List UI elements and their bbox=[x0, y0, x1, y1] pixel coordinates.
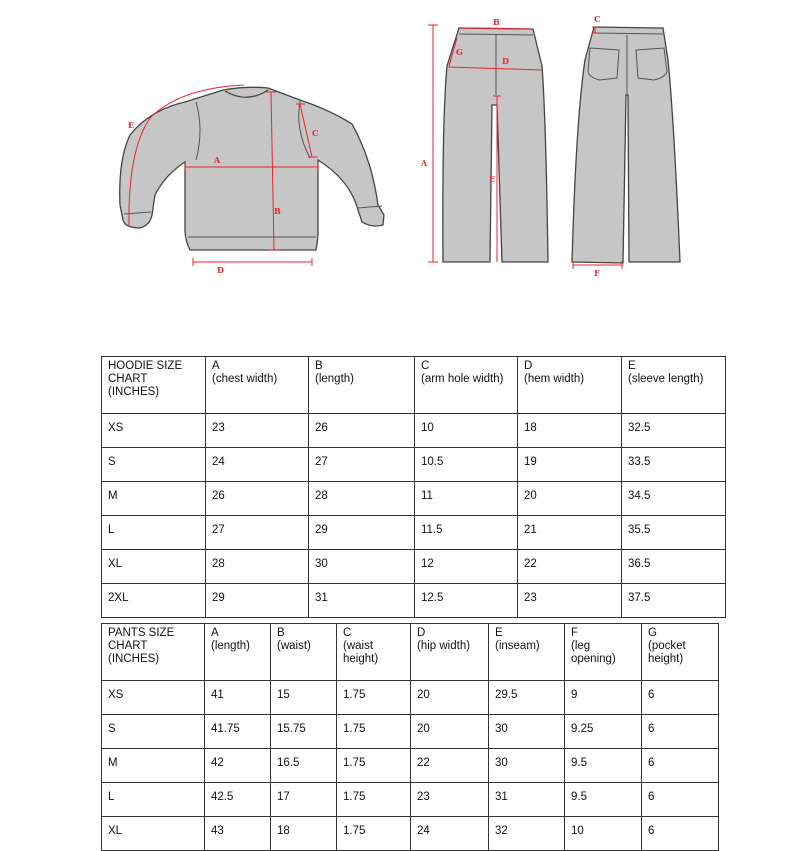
hoodie-header-c: C (arm hole width) bbox=[415, 357, 518, 414]
hoodie-value-cell: 19 bbox=[518, 448, 622, 482]
pants-value-cell: 30 bbox=[489, 749, 565, 783]
pants-value-cell: 17 bbox=[271, 783, 337, 817]
pants-label-b: B bbox=[493, 17, 500, 27]
pants-value-cell: 9.25 bbox=[565, 715, 642, 749]
pants-value-cell: 16.5 bbox=[271, 749, 337, 783]
pants-value-cell: 9 bbox=[565, 681, 642, 715]
pants-size-table bbox=[101, 623, 719, 851]
pants-label-e: E bbox=[489, 174, 496, 184]
pants-size-cell: XL bbox=[102, 817, 205, 851]
hoodie-table-row bbox=[102, 448, 726, 482]
pants-back-diagram bbox=[572, 14, 680, 278]
hoodie-table-row bbox=[102, 550, 726, 584]
pants-value-cell: 31 bbox=[489, 783, 565, 817]
pants-label-c: C bbox=[594, 14, 601, 24]
pants-table-row bbox=[102, 681, 719, 715]
hoodie-table-row bbox=[102, 482, 726, 516]
pants-value-cell: 1.75 bbox=[337, 783, 411, 817]
hoodie-table-header-row bbox=[102, 357, 726, 414]
pants-value-cell: 30 bbox=[489, 715, 565, 749]
hoodie-value-cell: 30 bbox=[309, 550, 415, 584]
hoodie-body bbox=[120, 87, 384, 250]
hoodie-table-row bbox=[102, 584, 726, 618]
pants-value-cell: 6 bbox=[642, 749, 719, 783]
hoodie-value-cell: 12 bbox=[415, 550, 518, 584]
hoodie-value-cell: 12.5 bbox=[415, 584, 518, 618]
hoodie-header-size: HOODIE SIZE CHART (INCHES) bbox=[102, 357, 206, 414]
pants-value-cell: 20 bbox=[411, 681, 489, 715]
pants-value-cell: 42.5 bbox=[205, 783, 271, 817]
pants-back-outline bbox=[572, 27, 680, 263]
pants-table-row bbox=[102, 715, 719, 749]
hoodie-value-cell: 18 bbox=[518, 414, 622, 448]
hoodie-value-cell: 37.5 bbox=[622, 584, 726, 618]
hoodie-size-cell: XS bbox=[102, 414, 206, 448]
pants-table-row bbox=[102, 783, 719, 817]
hoodie-value-cell: 29 bbox=[309, 516, 415, 550]
pants-label-g: G bbox=[456, 47, 463, 57]
hoodie-header-a: A (chest width) bbox=[206, 357, 309, 414]
pants-header-d: D (hip width) bbox=[411, 624, 489, 681]
pants-value-cell: 9.5 bbox=[565, 783, 642, 817]
hoodie-value-cell: 21 bbox=[518, 516, 622, 550]
hoodie-value-cell: 36.5 bbox=[622, 550, 726, 584]
garment-illustrations bbox=[0, 0, 792, 300]
pants-header-c: C (waist height) bbox=[337, 624, 411, 681]
pants-value-cell: 24 bbox=[411, 817, 489, 851]
hoodie-value-cell: 33.5 bbox=[622, 448, 726, 482]
pants-value-cell: 6 bbox=[642, 817, 719, 851]
hoodie-measure-d-line bbox=[193, 258, 312, 266]
hoodie-size-cell: M bbox=[102, 482, 206, 516]
hoodie-value-cell: 11.5 bbox=[415, 516, 518, 550]
hoodie-value-cell: 26 bbox=[309, 414, 415, 448]
hoodie-value-cell: 24 bbox=[206, 448, 309, 482]
hoodie-label-e: E bbox=[128, 120, 135, 130]
pants-header-size: PANTS SIZE CHART (INCHES) bbox=[102, 624, 205, 681]
hoodie-size-cell: S bbox=[102, 448, 206, 482]
hoodie-value-cell: 11 bbox=[415, 482, 518, 516]
hoodie-value-cell: 20 bbox=[518, 482, 622, 516]
hoodie-value-cell: 23 bbox=[518, 584, 622, 618]
hoodie-value-cell: 32.5 bbox=[622, 414, 726, 448]
hoodie-value-cell: 23 bbox=[206, 414, 309, 448]
pants-value-cell: 6 bbox=[642, 681, 719, 715]
pants-value-cell: 15 bbox=[271, 681, 337, 715]
pants-header-b: B (waist) bbox=[271, 624, 337, 681]
pants-value-cell: 6 bbox=[642, 715, 719, 749]
pants-value-cell: 10 bbox=[565, 817, 642, 851]
hoodie-value-cell: 26 bbox=[206, 482, 309, 516]
hoodie-table-body bbox=[102, 414, 726, 618]
pants-label-f: F bbox=[594, 268, 600, 278]
hoodie-value-cell: 31 bbox=[309, 584, 415, 618]
pants-value-cell: 15.75 bbox=[271, 715, 337, 749]
pants-header-e: E (inseam) bbox=[489, 624, 565, 681]
pants-value-cell: 41.75 bbox=[205, 715, 271, 749]
pants-label-a: A bbox=[421, 158, 428, 168]
hoodie-size-cell: 2XL bbox=[102, 584, 206, 618]
pants-header-f: F (leg opening) bbox=[565, 624, 642, 681]
hoodie-value-cell: 10.5 bbox=[415, 448, 518, 482]
pants-header-g: G (pocket height) bbox=[642, 624, 719, 681]
hoodie-header-b: B (length) bbox=[309, 357, 415, 414]
pants-front-outline bbox=[443, 28, 548, 262]
pants-value-cell: 1.75 bbox=[337, 749, 411, 783]
pants-size-cell: L bbox=[102, 783, 205, 817]
pants-value-cell: 29.5 bbox=[489, 681, 565, 715]
pants-front-diagram bbox=[420, 17, 548, 262]
pants-value-cell: 22 bbox=[411, 749, 489, 783]
hoodie-size-cell: L bbox=[102, 516, 206, 550]
pants-size-cell: M bbox=[102, 749, 205, 783]
hoodie-table-row bbox=[102, 516, 726, 550]
pants-size-cell: S bbox=[102, 715, 205, 749]
pants-value-cell: 18 bbox=[271, 817, 337, 851]
hoodie-value-cell: 34.5 bbox=[622, 482, 726, 516]
hoodie-diagram bbox=[120, 85, 384, 275]
pants-value-cell: 1.75 bbox=[337, 681, 411, 715]
hoodie-value-cell: 35.5 bbox=[622, 516, 726, 550]
hoodie-header-d: D (hem width) bbox=[518, 357, 622, 414]
hoodie-value-cell: 28 bbox=[309, 482, 415, 516]
hoodie-value-cell: 28 bbox=[206, 550, 309, 584]
pants-table-header-row bbox=[102, 624, 719, 681]
hoodie-table-row bbox=[102, 414, 726, 448]
hoodie-label-c: C bbox=[312, 128, 319, 138]
hoodie-label-a: A bbox=[214, 155, 221, 165]
hoodie-value-cell: 27 bbox=[309, 448, 415, 482]
pants-measure-a-line bbox=[428, 25, 438, 262]
pants-table-row bbox=[102, 749, 719, 783]
pants-table-row bbox=[102, 817, 719, 851]
pants-label-d: D bbox=[502, 56, 509, 66]
hoodie-size-table bbox=[101, 356, 726, 618]
pants-value-cell: 6 bbox=[642, 783, 719, 817]
hoodie-size-cell: XL bbox=[102, 550, 206, 584]
pants-header-a: A (length) bbox=[205, 624, 271, 681]
pants-value-cell: 9.5 bbox=[565, 749, 642, 783]
hoodie-label-d: D bbox=[217, 265, 224, 275]
pants-value-cell: 1.75 bbox=[337, 715, 411, 749]
pants-table-body bbox=[102, 681, 719, 851]
pants-value-cell: 20 bbox=[411, 715, 489, 749]
hoodie-value-cell: 10 bbox=[415, 414, 518, 448]
hoodie-value-cell: 27 bbox=[206, 516, 309, 550]
hoodie-value-cell: 22 bbox=[518, 550, 622, 584]
hoodie-label-b: B bbox=[274, 206, 281, 216]
pants-value-cell: 43 bbox=[205, 817, 271, 851]
pants-value-cell: 32 bbox=[489, 817, 565, 851]
pants-value-cell: 23 bbox=[411, 783, 489, 817]
pants-value-cell: 1.75 bbox=[337, 817, 411, 851]
pants-size-cell: XS bbox=[102, 681, 205, 715]
pants-value-cell: 41 bbox=[205, 681, 271, 715]
pants-value-cell: 42 bbox=[205, 749, 271, 783]
hoodie-value-cell: 29 bbox=[206, 584, 309, 618]
hoodie-header-e: E (sleeve length) bbox=[622, 357, 726, 414]
